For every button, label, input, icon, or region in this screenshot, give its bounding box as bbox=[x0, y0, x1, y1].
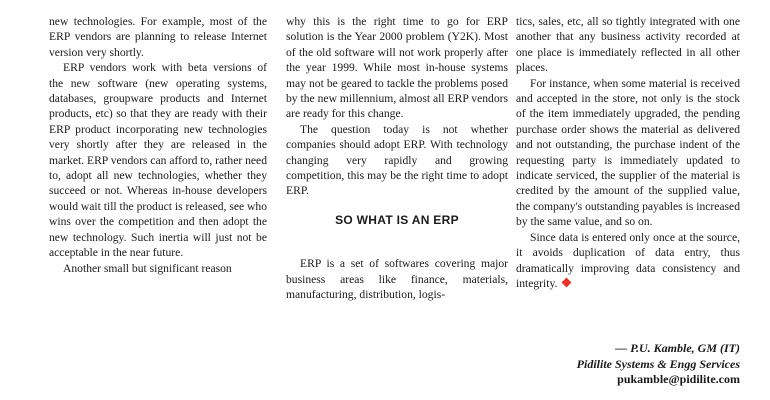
author-email[interactable]: pukamble@pidilite.com bbox=[617, 372, 740, 386]
paragraph: ERP is a set of softwares covering major business areas like finance, materials, manufacturing, distribution, logis- bbox=[286, 257, 508, 302]
paragraph: For instance, when some material is received and accepted in the store, not only is the stock of the item immediately upgraded, the pending purchase order shows the material as delivered and not outstanding, the purchase indent of the requesting party is immediately updated to indicate serviced, the supplier of the material is credited by the amount of the supplied value, the company's outstanding payables is increased by the same value, and so on. bbox=[516, 76, 740, 229]
article-column-2 bbox=[286, 14, 508, 303]
paragraph: The question today is not whether companies should adopt ERP. With technology changing very rapidly and growing competition, this may be the right time to adopt ERP. bbox=[286, 122, 508, 198]
article-column-3 bbox=[516, 14, 740, 291]
paragraph: tics, sales, etc, all so tightly integrated with one another that any business activity recorded at one place is immediately reflected in all other places. bbox=[516, 15, 740, 75]
section-heading: SO WHAT IS AN ERP bbox=[335, 212, 459, 227]
end-of-article-diamond-icon bbox=[562, 277, 572, 287]
paragraph: ERP vendors work with beta versions of the new software (new operating systems, databases, groupware products and Internet products, etc) so that they are ready with their ERP product incorporating new technologies very shortly after they are released in the market. ERP vendors can afford to, rather need to, adopt all new technologies, whether they succeed or not. Whereas in-house developers would wait till the product is released, see who wins over the competition and then adopt the new technology. Such inertia will just not be acceptable in the near future. bbox=[49, 61, 267, 260]
paragraph bbox=[516, 230, 740, 292]
paragraph: new technologies. For example, most of the ERP vendors are planning to release Internet version very shortly. bbox=[49, 15, 267, 59]
author-name: — P.U. Kamble, GM (IT) bbox=[615, 341, 740, 355]
article-column-1 bbox=[49, 14, 267, 276]
paragraph: Another small but significant reason bbox=[63, 261, 232, 275]
author-signature bbox=[577, 341, 740, 388]
author-company: Pidilite Systems & Engg Services bbox=[576, 356, 740, 371]
paragraph-text: Since data is entered only once at the source, it avoids duplication of data entry, thus dramatically improving data consistency and integrity. bbox=[516, 230, 740, 290]
paragraph: why this is the right time to go for ERP solution is the Year 2000 problem (Y2K). Most of the old software will not work properly after the year 1999. While most in-house systems may not be geared to tackle the problems posed by the new millennium, almost all ERP vendors are ready for this change. bbox=[286, 15, 508, 121]
